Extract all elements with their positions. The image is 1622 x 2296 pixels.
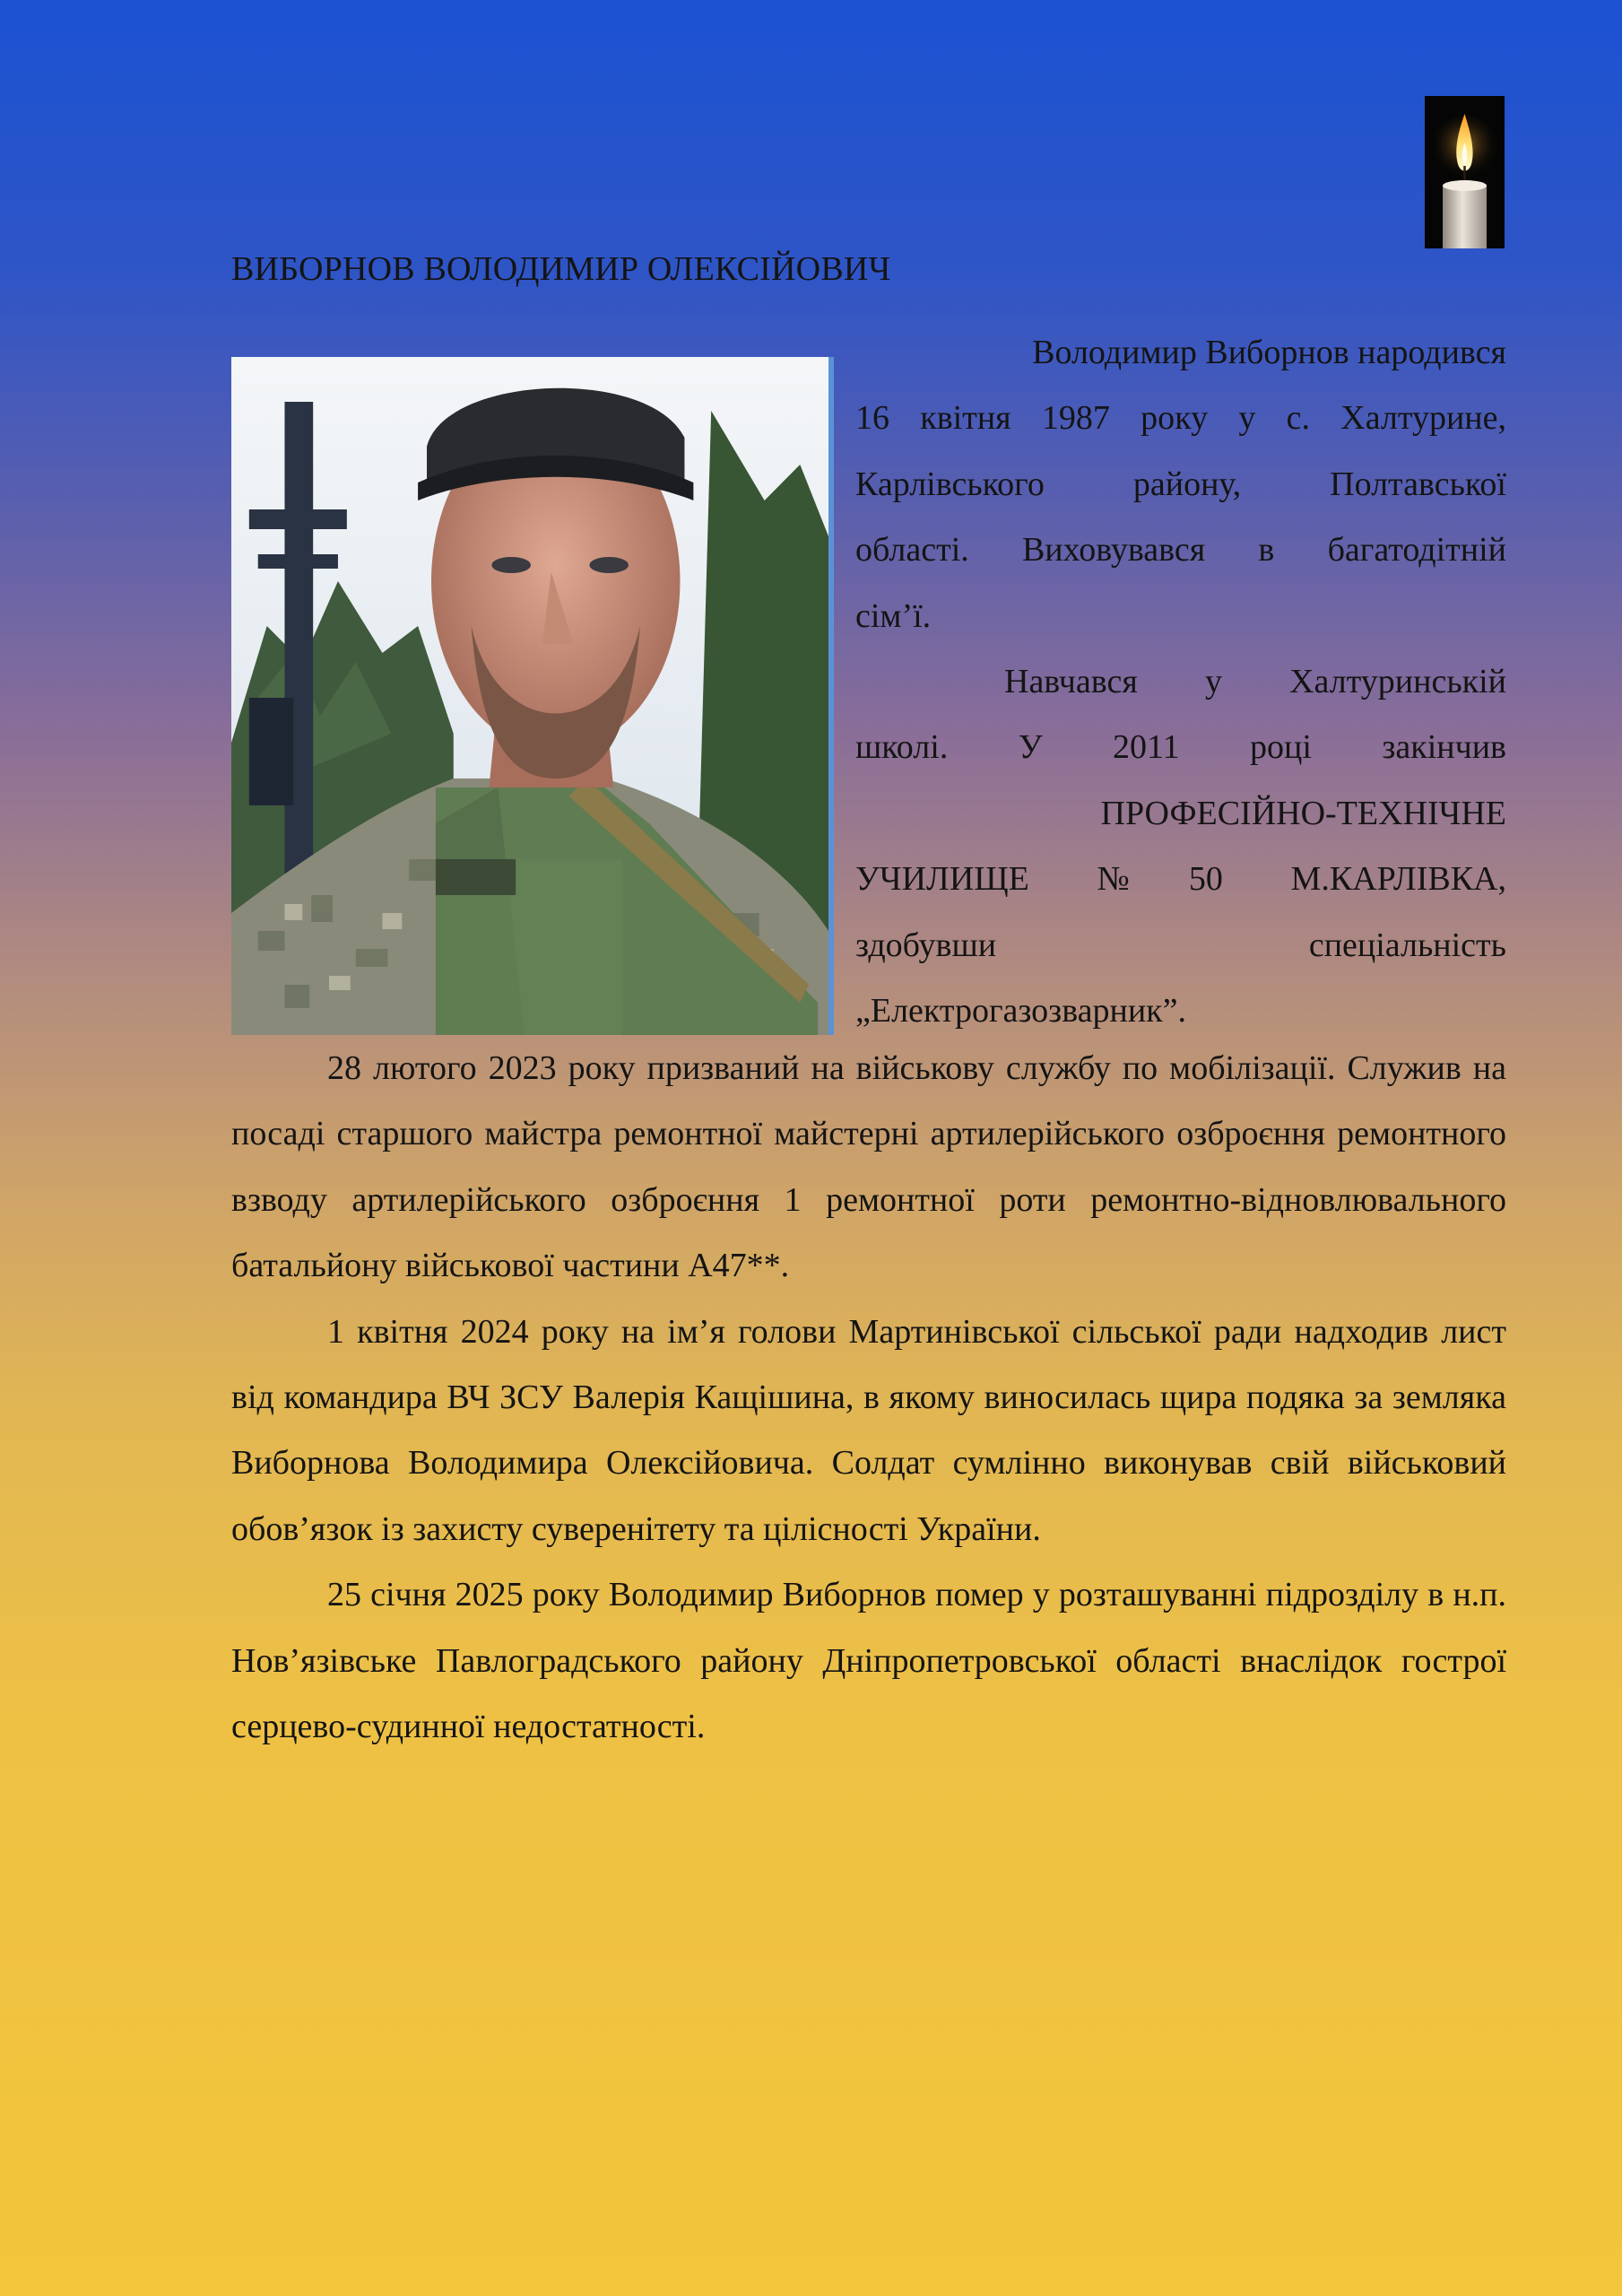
intro-line: ПРОФЕСІЙНО-ТЕХНІЧНЕ	[1100, 794, 1506, 832]
intro-line: Карлівського району, Полтавської	[855, 465, 1506, 503]
intro-line: Володимир Виборнов народився	[1032, 334, 1506, 371]
intro-line: здобувши спеціальність	[855, 926, 1506, 964]
intro-line: області. Виховувався в багатодітній	[855, 531, 1506, 570]
intro-line: школі. У 2011 році закінчив	[855, 728, 1506, 767]
paragraph-gratitude: 1 квітня 2024 року на ім’я голови Мартинівської сільської ради надходив лист від командира ВЧ ЗСУ Валерія Кащішина, в якому виносилась щира подяка за земляка Виборнова Володимира Олексійовича. Солдат сумлінно виконував свій військовий обов’язок із захисту суверенітету та цілісності України.	[231, 1312, 1506, 1548]
intro-line: „Електрогазозварник”.	[855, 992, 1186, 1031]
soldier-portrait	[231, 357, 834, 1035]
intro-line: 16 квітня 1987 року у с. Халтурине,	[855, 399, 1506, 438]
intro-text-column	[855, 320, 1506, 1044]
intro-line: сім’ї.	[855, 596, 932, 635]
page-title: ВИБОРНОВ ВОЛОДИМИР ОЛЕКСІЙОВИЧ	[231, 250, 891, 288]
intro-line: УЧИЛИЩЕ №50 М.КАРЛІВКА,	[855, 860, 1506, 899]
biography-text	[231, 1036, 1506, 1760]
paragraph-service: 28 лютого 2023 року призваний на військову службу по мобілізації. Служив на посаді старшого майстра ремонтної майстерні артилерійського озброєння ремонтного взводу артилерійського озброєння 1 ремонтної роти ремонтно-відновлювального батальйону військової частини А47**.	[231, 1049, 1506, 1285]
intro-line: Навчався у Халтуринській	[1004, 663, 1506, 701]
paragraph-death: 25 січня 2025 року Володимир Виборнов помер у розташуванні підрозділу в н.п. Нов’язівське Павлоградського району Дніпропетровської області внаслідок гострої серцево-судинної недостатності.	[231, 1576, 1506, 1746]
candle-icon	[1425, 96, 1505, 248]
